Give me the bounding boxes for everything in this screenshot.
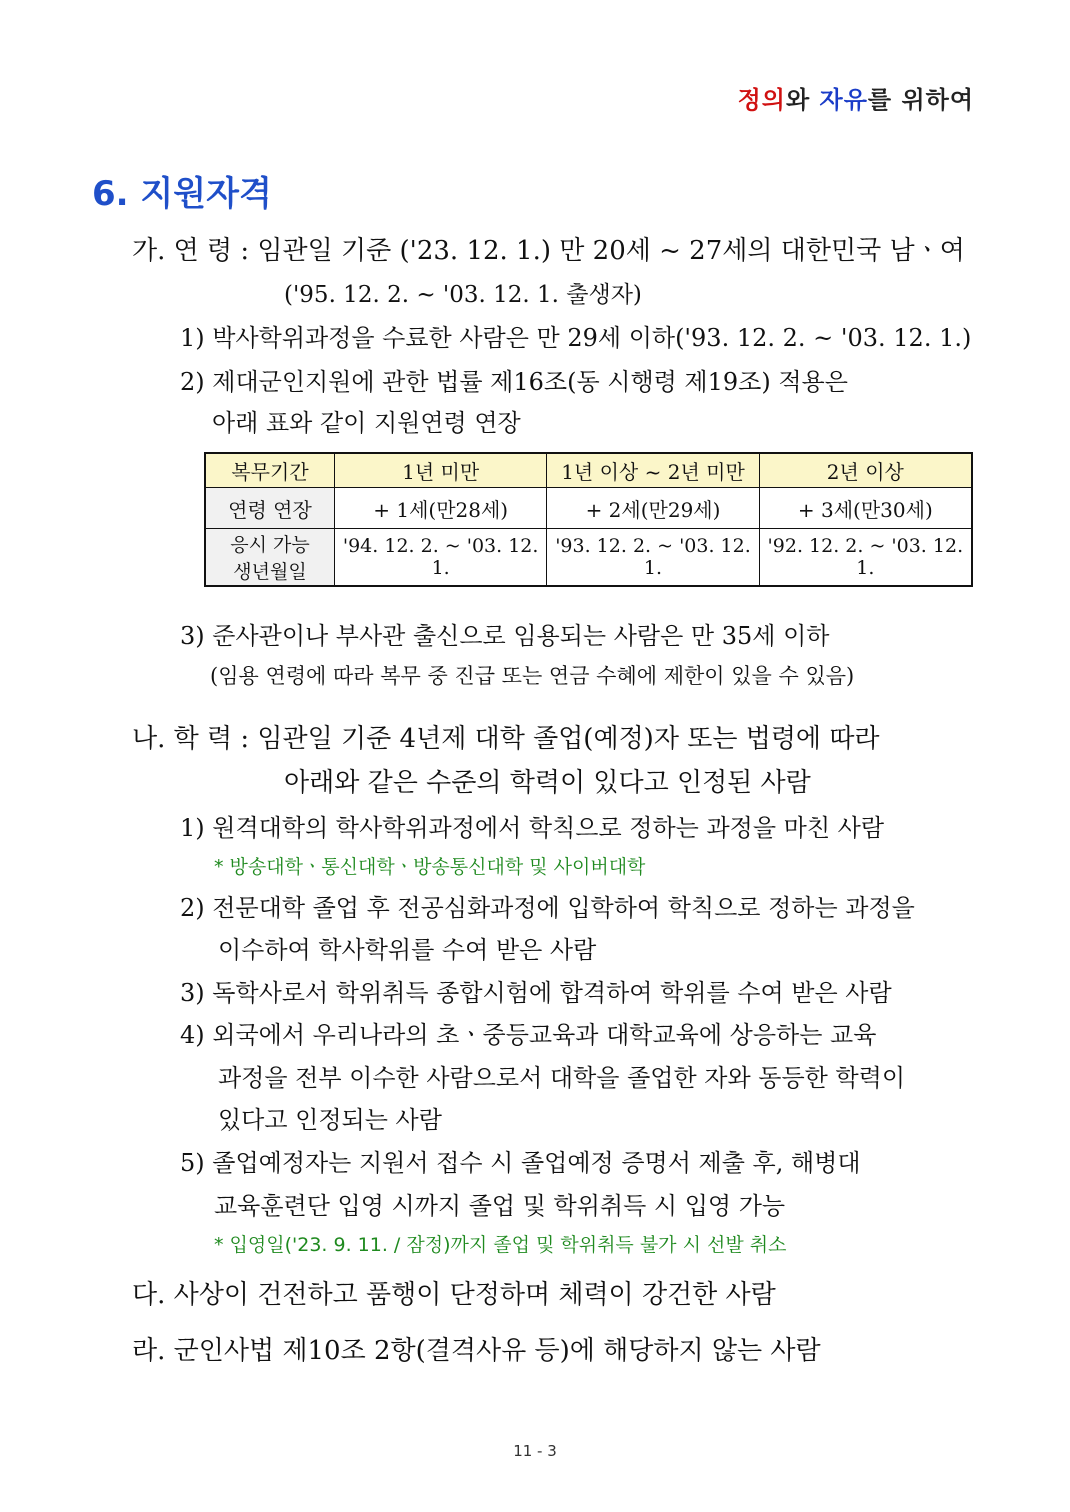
disqualification-requirement: 라. 군인사법 제10조 2항(결격사유 등)에 해당하지 않는 사람 [132, 1336, 821, 1366]
table-row [205, 529, 972, 587]
row-label-line-1: 응시 가능 [230, 534, 310, 556]
table-header: 복무기간 [205, 453, 335, 488]
age-line-2: ('95. 12. 2. ~ '03. 12. 1. 출생자) [284, 282, 642, 308]
age-item-2a: 2) 제대군인지원에 관한 법률 제16조(동 시행령 제19조) 적용은 [180, 368, 848, 396]
age-item-2b: 아래 표와 같이 지원연령 연장 [212, 409, 521, 437]
education-line-2: 아래와 같은 수준의 학력이 있다고 인정된 사람 [284, 768, 811, 798]
table-cell: '92. 12. 2. ~ '03. 12. 1. [759, 529, 972, 587]
education-item-5-note: * 입영일('23. 9. 11. / 잠정)까지 졸업 및 학위취득 불가 시 선발 취소 [214, 1234, 787, 1256]
table-cell: + 1세(만28세) [335, 488, 547, 529]
table-cell: + 2세(만29세) [547, 488, 759, 529]
table-header: 2년 이상 [759, 453, 972, 488]
education-item-5a: 5) 졸업예정자는 지원서 접수 시 졸업예정 증명서 제출 후, 해병대 [180, 1149, 861, 1177]
table-cell: + 3세(만30세) [759, 488, 972, 529]
table-cell: '93. 12. 2. ~ '03. 12. 1. [547, 529, 759, 587]
header-slogan [738, 80, 974, 115]
education-item-4b: 과정을 전부 이수한 사람으로서 대학을 졸업한 자와 동등한 학력이 [218, 1064, 905, 1092]
education-item-2b: 이수하여 학사학위를 수여 받은 사람 [218, 936, 597, 964]
row-label-line-2: 생년월일 [233, 561, 307, 583]
age-line-1: 가. 연 령 : 임관일 기준 ('23. 12. 1.) 만 20세 ~ 27세의 대한민국 남ㆍ여 [132, 236, 965, 266]
character-requirement: 다. 사상이 건전하고 품행이 단정하며 체력이 강건한 사람 [132, 1280, 776, 1310]
age-item-3-note: (임용 연령에 따라 복무 중 진급 또는 연금 수혜에 제한이 있을 수 있음) [210, 664, 855, 688]
education-item-3: 3) 독학사로서 학위취득 종합시험에 합격하여 학위를 수여 받은 사람 [180, 979, 892, 1007]
slogan-particle-2: 를 위하여 [867, 86, 974, 114]
education-item-2a: 2) 전문대학 졸업 후 전공심화과정에 입학하여 학칙으로 정하는 과정을 [180, 894, 915, 922]
education-item-4a: 4) 외국에서 우리나라의 초ㆍ중등교육과 대학교육에 상응하는 교육 [180, 1021, 877, 1049]
slogan-freedom: 자유 [819, 86, 868, 114]
slogan-particle-1: 와 [785, 86, 820, 114]
education-item-1: 1) 원격대학의 학사학위과정에서 학칙으로 정하는 과정을 마친 사람 [180, 814, 885, 842]
row-label: 연령 연장 [205, 488, 335, 529]
table-row [205, 488, 972, 529]
education-item-5b: 교육훈련단 입영 시까지 졸업 및 학위취득 시 입영 가능 [214, 1192, 786, 1220]
education-item-1-note: * 방송대학ㆍ통신대학ㆍ방송통신대학 및 사이버대학 [214, 856, 646, 878]
table-header: 1년 미만 [335, 453, 547, 488]
table-header-row [205, 453, 972, 488]
age-item-3: 3) 준사관이나 부사관 출신으로 임용되는 사람은 만 35세 이하 [180, 622, 830, 650]
table-header: 1년 이상 ~ 2년 미만 [547, 453, 759, 488]
table-cell: '94. 12. 2. ~ '03. 12. 1. [335, 529, 547, 587]
education-line-1: 나. 학 력 : 임관일 기준 4년제 대학 졸업(예정)자 또는 법령에 따라 [132, 724, 880, 754]
row-label [205, 529, 335, 587]
slogan-justice: 정의 [737, 86, 786, 114]
section-title: 6. 지원자격 [92, 174, 272, 214]
age-item-1: 1) 박사학위과정을 수료한 사람은 만 29세 이하('93. 12. 2. ~ '03. 12. 1.) [180, 324, 972, 352]
education-item-4c: 있다고 인정되는 사람 [218, 1106, 442, 1134]
page-number: 11 - 3 [513, 1442, 557, 1460]
age-extension-table [204, 452, 973, 587]
